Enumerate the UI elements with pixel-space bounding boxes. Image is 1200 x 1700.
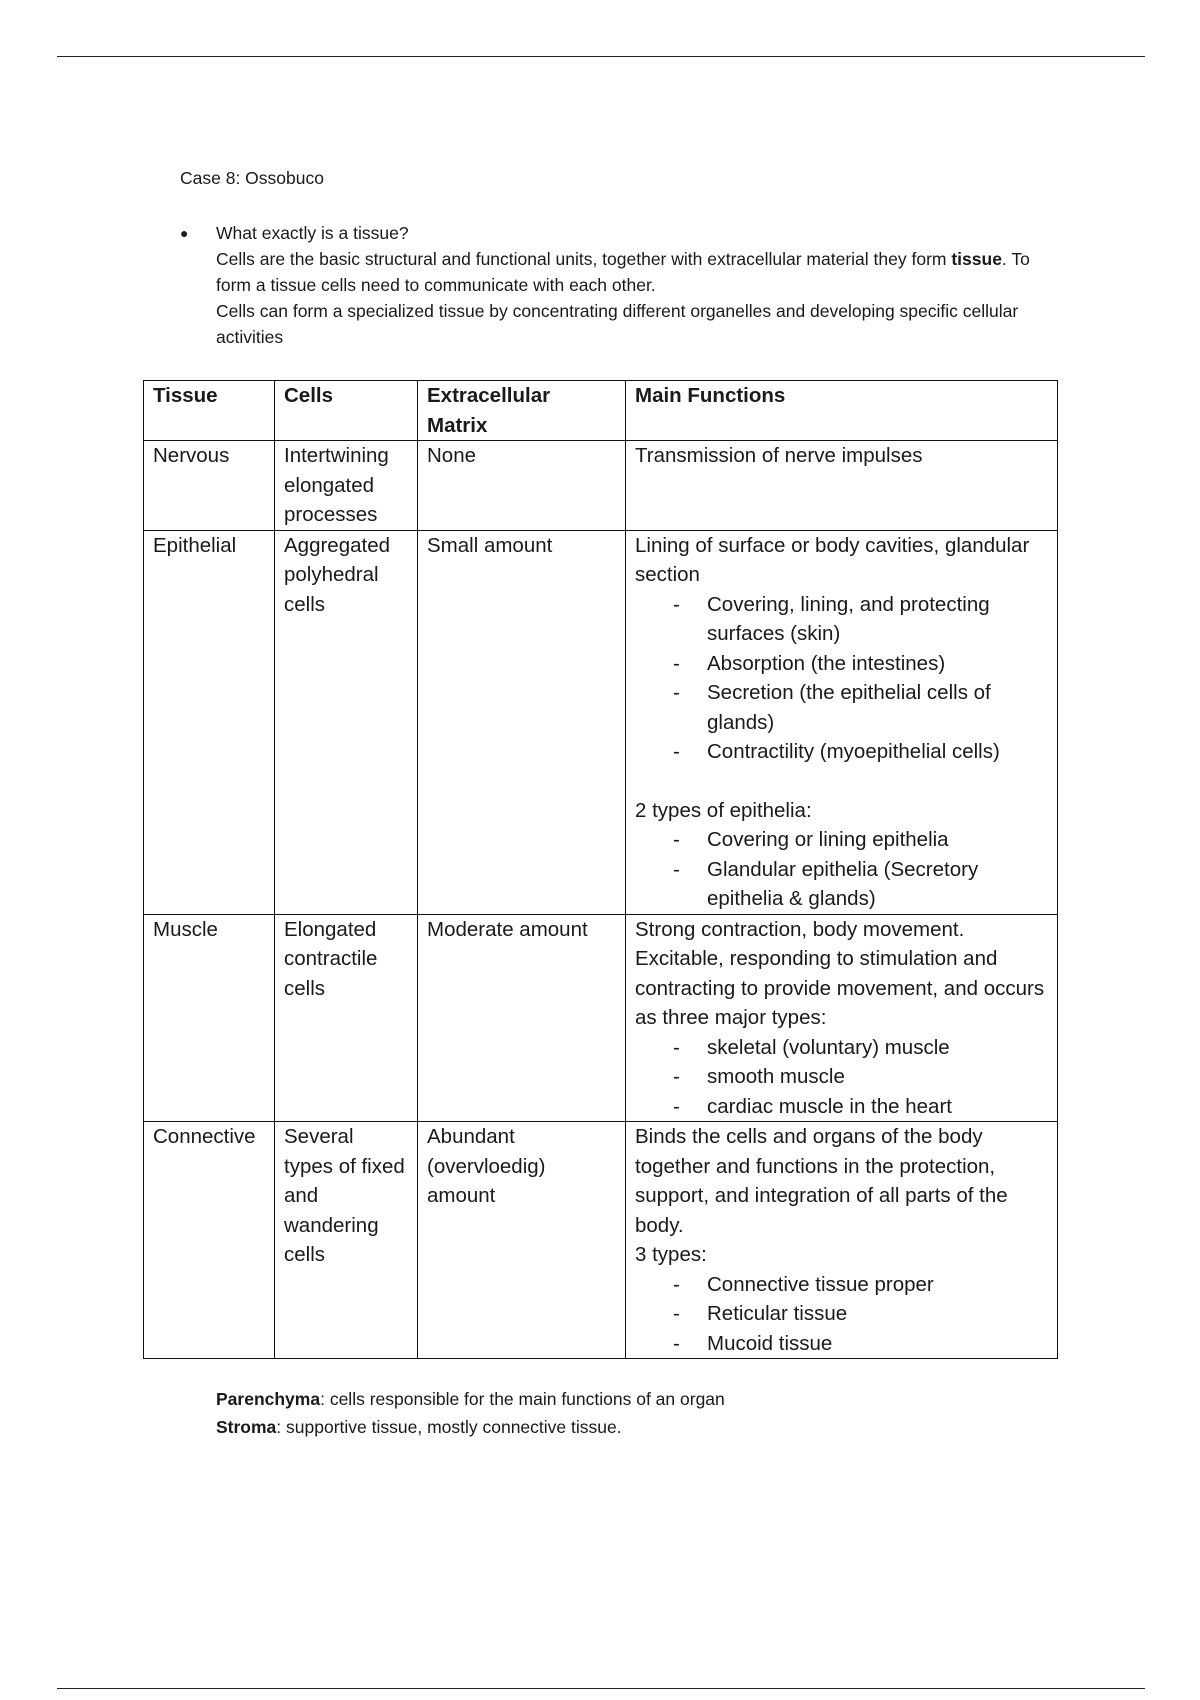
cell-cells: Several types of fixed and wandering cells — [275, 1122, 418, 1359]
header-cells: Cells — [275, 381, 418, 441]
cell-functions — [626, 1122, 1058, 1359]
list-item: - Contractility (myoepithelial cells) — [673, 737, 1048, 767]
header-rule — [57, 56, 1145, 57]
types-intro: 2 types of epithelia: — [635, 798, 812, 822]
table-header-row — [144, 381, 1058, 441]
cell-matrix: Abundant (overvloedig) amount — [418, 1122, 626, 1359]
definition-parenchyma: Parenchyma: cells responsible for the main functions of an organ — [216, 1389, 725, 1409]
list-item: - cardiac muscle in the heart — [673, 1092, 1048, 1122]
list-item: - Absorption (the intestines) — [673, 649, 1048, 679]
cell-functions — [626, 530, 1058, 914]
types-intro: 3 types: — [635, 1243, 707, 1266]
intro-paragraph-1: Cells are the basic structural and functional units, together with extracellular material they form tissue. To form a tissue cells need to communicate with each other. — [216, 249, 1030, 295]
cell-functions — [626, 914, 1058, 1122]
cell-matrix: None — [418, 441, 626, 531]
page-title: Case 8: Ossobuco — [180, 168, 324, 188]
functions-intro: Strong contraction, body movement. Excitable, responding to stimulation and contracting to provide movement, and occurs as three major types: — [635, 917, 1045, 1029]
functions-intro: Lining of surface or body cavities, glandular section — [635, 533, 1030, 586]
functions-list — [635, 590, 1048, 767]
intro-paragraph-2: Cells can form a specialized tissue by concentrating different organelles and developing specific cellular activities — [216, 301, 1019, 347]
spacer — [635, 767, 1048, 796]
cell-cells: Intertwining elongated processes — [275, 441, 418, 531]
list-item: - Reticular tissue — [673, 1299, 1048, 1329]
intro-bullet — [180, 220, 1060, 350]
cell-matrix: Moderate amount — [418, 914, 626, 1122]
types-list — [635, 1270, 1048, 1359]
functions-intro: Binds the cells and organs of the body together and functions in the protection, support, and integration of all parts of the body. — [635, 1125, 1008, 1237]
definitions — [216, 1385, 725, 1441]
header-tissue: Tissue — [144, 381, 275, 441]
cell-tissue: Connective — [144, 1122, 275, 1359]
list-item: - Secretion (the epithelial cells of glands) — [673, 678, 1048, 737]
functions-list — [635, 1033, 1048, 1122]
list-item: - Covering or lining epithelia — [673, 825, 1048, 855]
intro-question: What exactly is a tissue? — [216, 223, 409, 243]
cell-cells: Aggregated polyhedral cells — [275, 530, 418, 914]
types-list — [635, 825, 1048, 914]
cell-tissue: Muscle — [144, 914, 275, 1122]
table-row-connective — [144, 1122, 1058, 1359]
cell-tissue: Epithelial — [144, 530, 275, 914]
tissue-term: tissue — [951, 249, 1002, 269]
list-item: - smooth muscle — [673, 1062, 1048, 1092]
definition-stroma: Stroma: supportive tissue, mostly connective tissue. — [216, 1417, 622, 1437]
table-row-epithelial — [144, 530, 1058, 914]
intro-section — [180, 220, 1060, 350]
intro-content — [216, 220, 1060, 350]
header-extracellular-matrix: Extracellular Matrix — [418, 381, 626, 441]
cell-cells: Elongated contractile cells — [275, 914, 418, 1122]
cell-functions: Transmission of nerve impulses — [626, 441, 1058, 531]
footer-rule — [57, 1688, 1145, 1689]
cell-tissue: Nervous — [144, 441, 275, 531]
table-row-muscle — [144, 914, 1058, 1122]
list-item: - Connective tissue proper — [673, 1270, 1048, 1300]
tissue-table — [143, 380, 1058, 1359]
list-item: - skeletal (voluntary) muscle — [673, 1033, 1048, 1063]
list-item: - Covering, lining, and protecting surfaces (skin) — [673, 590, 1048, 649]
table-row-nervous — [144, 441, 1058, 531]
list-item: - Glandular epithelia (Secretory epithelia & glands) — [673, 855, 1048, 914]
cell-matrix: Small amount — [418, 530, 626, 914]
header-main-functions: Main Functions — [626, 381, 1058, 441]
bullet-icon: ● — [180, 225, 189, 241]
list-item: - Mucoid tissue — [673, 1329, 1048, 1359]
